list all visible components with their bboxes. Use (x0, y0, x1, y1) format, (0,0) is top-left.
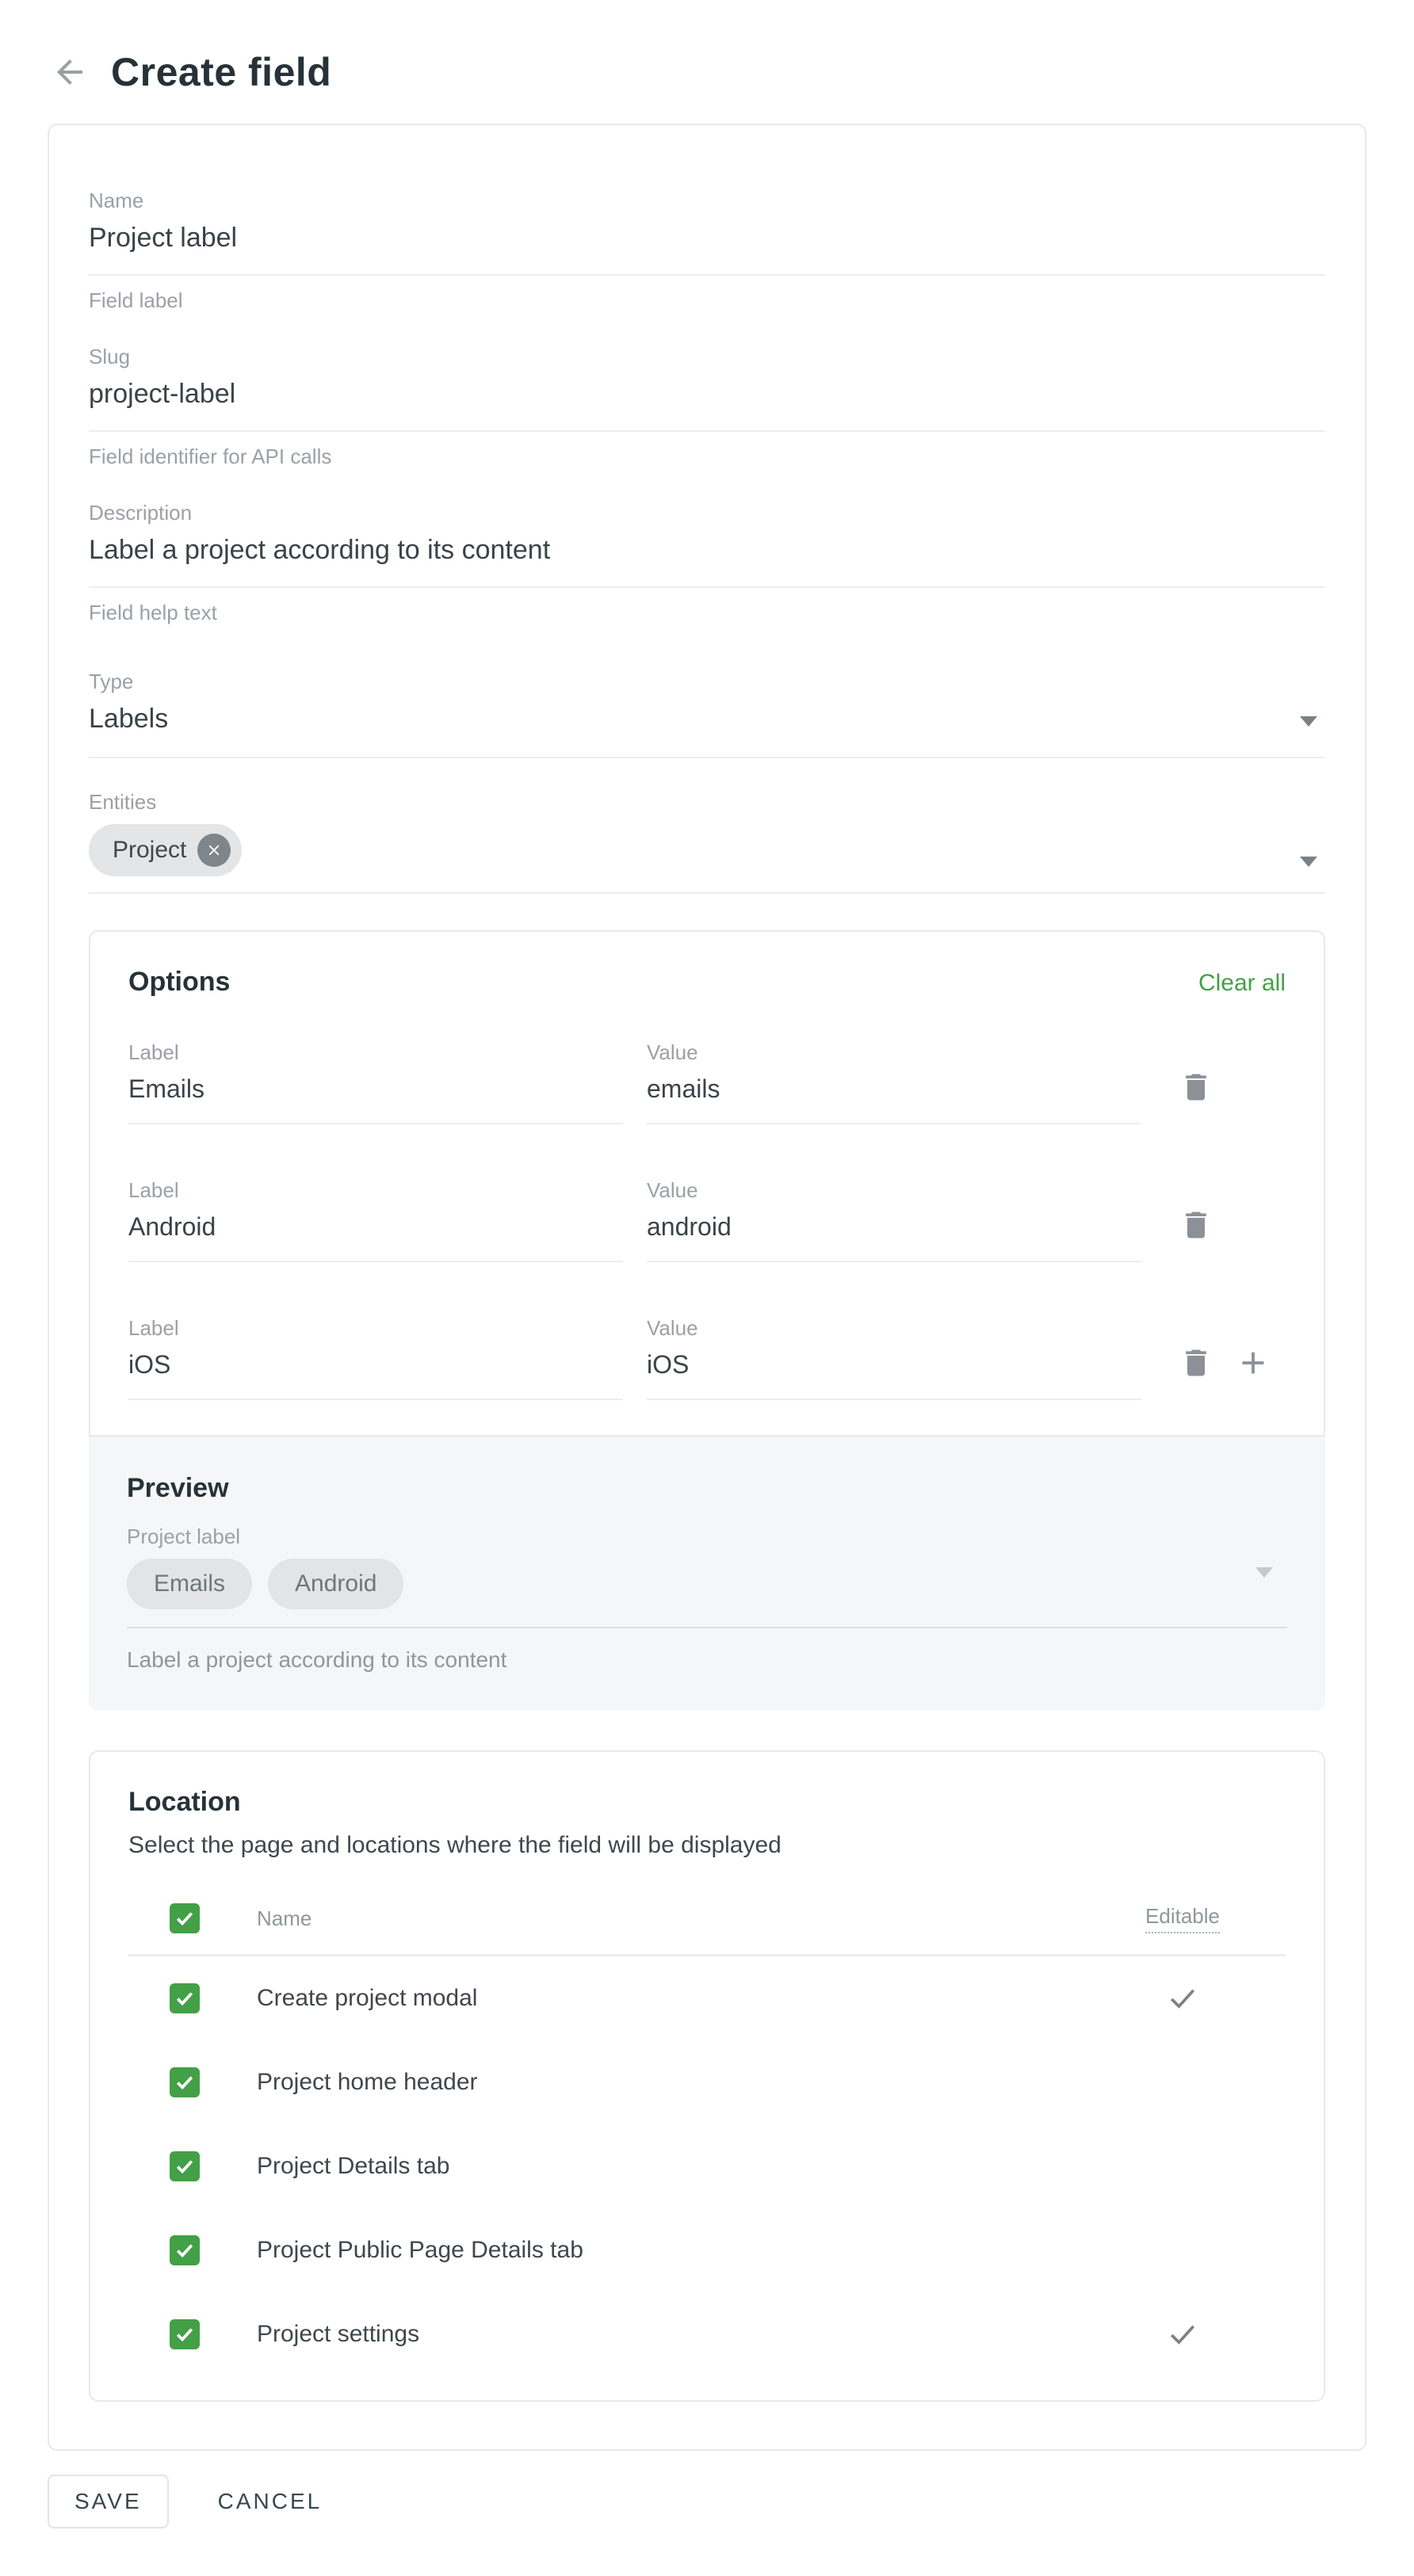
chevron-down-icon[interactable] (1300, 716, 1317, 727)
trash-icon (1179, 1208, 1213, 1242)
page-title: Create field (111, 50, 332, 94)
slug-underline (89, 379, 1325, 432)
check-icon (174, 2071, 196, 2093)
footer-actions (48, 2475, 1366, 2528)
location-table-header (128, 1892, 1286, 1956)
preview-field-label: Project label (127, 1525, 241, 1548)
editable-column-header[interactable]: Editable (1145, 1904, 1220, 1933)
location-row-name: Project home header (257, 2069, 478, 2095)
check-icon (174, 2323, 196, 2345)
location-subtitle: Select the page and locations where the field will be displayed (128, 1832, 782, 1858)
preview-field (127, 1525, 1287, 1673)
option-label-col (128, 1178, 623, 1262)
slug-field (89, 345, 1325, 469)
type-field (89, 670, 1325, 758)
option-value-input[interactable] (647, 1212, 1141, 1261)
trash-icon (1179, 1345, 1213, 1380)
entities-chip-area[interactable] (89, 824, 1325, 894)
page-header (48, 0, 1366, 95)
delete-option-button[interactable] (1178, 1345, 1214, 1381)
plus-icon (1235, 1344, 1271, 1382)
option-row (128, 1316, 1286, 1400)
location-row (128, 2040, 1286, 2124)
chip-remove-button[interactable] (197, 834, 231, 867)
check-icon (174, 1987, 196, 2009)
options-title: Options (128, 967, 231, 997)
location-row (128, 2124, 1286, 2208)
location-row-name: Project settings (257, 2321, 420, 2347)
description-helper: Field help text (89, 601, 217, 624)
save-button[interactable]: SAVE (48, 2475, 169, 2528)
description-input[interactable] (89, 535, 1325, 586)
entities-field (89, 790, 1325, 894)
location-checkbox[interactable] (170, 1983, 200, 2013)
option-value-caption: Value (647, 1178, 698, 1202)
preview-chip: Emails (127, 1559, 252, 1609)
cancel-button[interactable]: CANCEL (202, 2489, 338, 2514)
entity-chip (89, 824, 242, 876)
type-label: Type (89, 670, 134, 693)
name-underline (89, 223, 1325, 276)
name-field (89, 189, 1325, 313)
location-row (128, 2208, 1286, 2292)
location-checkbox[interactable] (170, 2067, 200, 2097)
clear-all-link[interactable]: Clear all (1198, 970, 1286, 996)
option-label-caption: Label (128, 1316, 179, 1340)
delete-option-button[interactable] (1178, 1207, 1214, 1243)
select-all-checkbox[interactable] (170, 1903, 200, 1933)
type-underline (89, 704, 1325, 758)
preview-helper: Label a project according to its content (127, 1647, 507, 1672)
location-row-name: Project Public Page Details tab (257, 2237, 583, 2263)
slug-helper: Field identifier for API calls (89, 445, 332, 468)
option-value-caption: Value (647, 1040, 698, 1064)
type-select[interactable] (89, 704, 1325, 757)
back-button[interactable] (48, 50, 92, 94)
arrow-left-icon (51, 53, 89, 91)
chevron-down-icon[interactable] (1300, 857, 1317, 867)
option-value-col (647, 1040, 1141, 1124)
editable-check-icon (1165, 1981, 1200, 2016)
option-value-caption: Value (647, 1316, 698, 1340)
location-checkbox[interactable] (170, 2151, 200, 2181)
description-underline (89, 535, 1325, 588)
location-checkbox[interactable] (170, 2319, 200, 2349)
option-row (128, 1040, 1286, 1124)
close-icon (205, 841, 223, 859)
slug-input[interactable] (89, 379, 1325, 430)
location-row (128, 1956, 1286, 2040)
entities-label: Entities (89, 790, 157, 814)
option-label-input[interactable] (128, 1350, 623, 1399)
options-header (128, 967, 1286, 998)
name-input[interactable] (89, 223, 1325, 274)
check-icon (174, 2155, 196, 2177)
location-row-name: Project Details tab (257, 2153, 450, 2179)
trash-icon (1179, 1070, 1213, 1105)
add-option-button[interactable] (1235, 1345, 1271, 1381)
location-row (128, 2292, 1286, 2376)
preview-title: Preview (127, 1473, 229, 1503)
option-value-col (647, 1316, 1141, 1400)
location-section (89, 1750, 1325, 2402)
name-label: Name (89, 189, 144, 212)
location-row-name: Create project modal (257, 1985, 478, 2011)
option-label-col (128, 1316, 623, 1400)
location-title: Location (128, 1787, 241, 1817)
preview-chip: Android (268, 1559, 403, 1609)
entity-chip-label: Project (113, 837, 187, 863)
option-value-input[interactable] (647, 1350, 1141, 1399)
option-label-col (128, 1040, 623, 1124)
check-icon (174, 2239, 196, 2261)
option-label-input[interactable] (128, 1212, 623, 1261)
option-label-caption: Label (128, 1040, 179, 1064)
description-label: Description (89, 501, 193, 525)
option-label-input[interactable] (128, 1074, 623, 1123)
preview-section (89, 1437, 1325, 1711)
chevron-down-icon (1255, 1567, 1273, 1578)
name-helper: Field label (89, 288, 183, 312)
check-icon (174, 1907, 196, 1929)
option-label-caption: Label (128, 1178, 179, 1202)
preview-chip-list[interactable] (127, 1559, 1287, 1628)
name-column-header: Name (257, 1906, 312, 1930)
slug-label: Slug (89, 345, 131, 368)
option-row (128, 1178, 1286, 1262)
description-field (89, 501, 1325, 625)
editable-check-icon (1165, 2317, 1200, 2352)
options-section (89, 930, 1325, 1437)
create-field-card (48, 124, 1366, 2451)
delete-option-button[interactable] (1178, 1069, 1214, 1105)
option-value-input[interactable] (647, 1074, 1141, 1123)
location-table (128, 1892, 1286, 2376)
location-checkbox[interactable] (170, 2235, 200, 2265)
option-value-col (647, 1178, 1141, 1262)
